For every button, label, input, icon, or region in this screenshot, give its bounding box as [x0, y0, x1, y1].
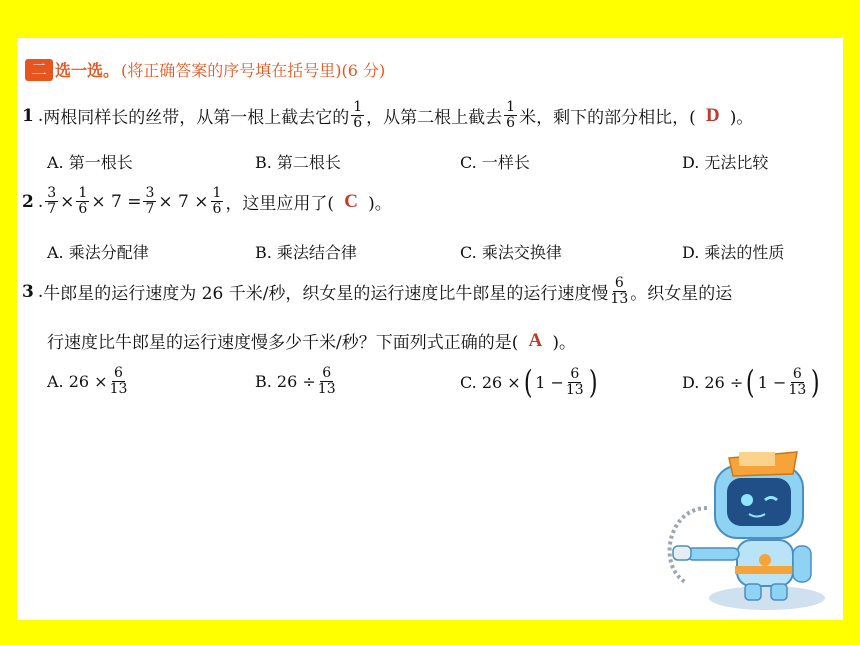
option-c: C. 26 × ( 1 − $\frac{6}{13}$ ) [460, 363, 598, 401]
fraction: $\frac{1}{6}$ [353, 99, 363, 131]
question-text: )。 [552, 333, 576, 353]
option-b: B. 第二根长 [255, 153, 341, 172]
section-badge: 二 [25, 59, 53, 81]
question-text: ，从第二根上截去 [366, 108, 503, 128]
operator: × [60, 191, 75, 212]
question-text: 行速度比牛郎星的运行速度慢多少千米/秒？下面列式正确的是( [47, 333, 519, 353]
option-b: B. 26 ÷ $\frac{6}{13}$ [255, 365, 336, 397]
question-3-line-2 [47, 328, 576, 353]
section-header [25, 58, 385, 81]
question-text: )。 [729, 108, 754, 128]
question-text: 。织女星的运 [630, 284, 733, 304]
option-d: D. 无法比较 [682, 153, 769, 172]
question-text: 两根同样长的丝带，从第一根上截去它的 [43, 108, 350, 128]
fraction: $\frac{6}{13}$ [109, 365, 128, 397]
question-number: 1 [22, 105, 34, 126]
question-3: 3 . 牛郎星的运行速度为 26 千米/秒，织女星的运行速度比牛郎星的运行速度慢 $\frac{6}{13}$ 。织女星的运 [22, 275, 733, 307]
question-1: 1 . 两根同样长的丝带，从第一根上截去它的 $\frac{1}{6}$ ，从第二根上截去 $\frac{1}{6}$ 米，剩下的部分相比，( D )。 [22, 99, 754, 131]
option-b: B. 乘法结合律 [255, 243, 357, 262]
fraction: $\frac{6}{13}$ [610, 275, 629, 307]
option-d: D. 乘法的性质 [682, 243, 785, 262]
option-a: A. 26 × $\frac{6}{13}$ [47, 365, 128, 397]
answer-blank[interactable]: A [528, 329, 543, 351]
fraction: $\frac{1}{6}$ [78, 185, 88, 217]
question-number: 3 [22, 281, 34, 302]
fraction: $\frac{3}{7}$ [47, 185, 57, 217]
question-text: 牛郎星的运行速度为 26 千米/秒，织女星的运行速度比牛郎星的运行速度慢 [43, 284, 609, 304]
option-c: C. 乘法交换律 [460, 243, 562, 262]
fraction: $\frac{1}{6}$ [212, 185, 222, 217]
fraction: $\frac{6}{13}$ [317, 365, 336, 397]
question-number: 2 [22, 191, 34, 212]
fraction: $\frac{6}{13}$ [565, 365, 584, 398]
answer-blank[interactable]: D [705, 104, 720, 126]
section-instruction: (将正确答案的序号填在括号里)(6 分) [121, 61, 386, 80]
answer-blank[interactable]: C [344, 190, 358, 212]
fraction: $\frac{3}{7}$ [145, 185, 155, 217]
operator: × 7 × [158, 191, 209, 212]
option-c: C. 一样长 [460, 153, 530, 172]
question-text: ，这里应用了( [225, 194, 335, 214]
fraction: $\frac{1}{6}$ [506, 99, 516, 131]
question-text: 米，剩下的部分相比，( [519, 108, 696, 128]
worksheet-page [17, 38, 843, 620]
option-a: A. 乘法分配律 [47, 243, 149, 262]
question-2: 2 . $\frac{3}{7}$ × $\frac{1}{6}$ × 7 = $\frac{3}{7}$ × 7 × $\frac{1}{6}$ ，这里应用了( C )。 [22, 185, 392, 217]
fraction: $\frac{6}{13}$ [788, 365, 807, 398]
option-d: D. 26 ÷ ( 1 − $\frac{6}{13}$ ) [682, 363, 820, 401]
question-text: )。 [368, 194, 392, 214]
operator: × 7 = [91, 191, 142, 212]
robot-mascot-illustration [647, 448, 827, 616]
section-title: 选一选。 [55, 61, 120, 80]
option-a: A. 第一根长 [47, 153, 133, 172]
